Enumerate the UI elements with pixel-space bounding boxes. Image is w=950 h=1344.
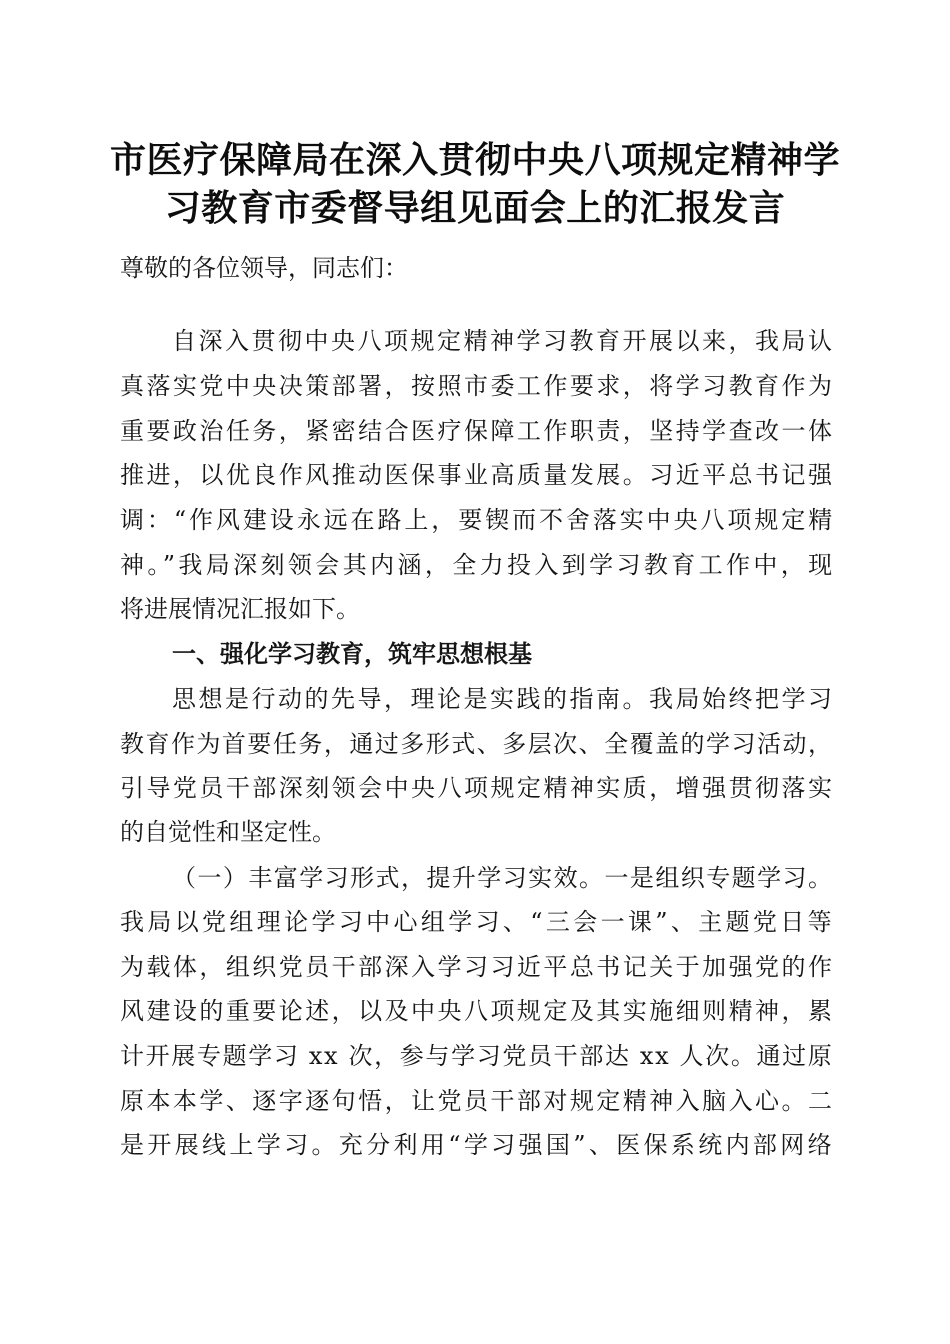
intro-line-4: 推进，以优良作风推动医保事业高质量发展。习近平总书记强 (120, 461, 835, 489)
intro-line-3: 重要政治任务，紧密结合医疗保障工作职责，坚持学查改一体 (120, 417, 835, 445)
section-1-line-1: 思想是行动的先导，理论是实践的指南。我局始终把学习 (172, 685, 835, 713)
intro-line-1: 自深入贯彻中央八项规定精神学习教育开展以来，我局认 (172, 327, 835, 355)
intro-line-7: 将进展情况汇报如下。 (120, 595, 360, 623)
subsection-1-line-1: （一）丰富学习形式，提升学习实效。一是组织专题学习。 (172, 864, 834, 892)
salutation: 尊敬的各位领导，同志们： (120, 254, 408, 282)
intro-line-2: 真落实党中央决策部署，按照市委工作要求，将学习教育作为 (120, 372, 835, 400)
intro-line-5: 调：“作风建设永远在路上，要锲而不舍落实中央八项规定精 (120, 506, 836, 534)
subsection-1-line-4: 风建设的重要论述，以及中央八项规定及其实施细则精神，累 (120, 997, 835, 1025)
intro-line-6: 神。”我局深刻领会其内涵，全力投入到学习教育工作中，现 (120, 551, 836, 579)
section-1-line-4: 的自觉性和坚定性。 (120, 818, 336, 846)
subsection-1-line-6: 原本本学、逐字逐句悟，让党员干部对规定精神入脑入心。二 (120, 1087, 835, 1115)
document-title-line-1 (100, 134, 850, 186)
document-title-line-2-text: 习教育市委督导组见面会上的汇报发言 (164, 187, 786, 229)
subsection-1-line-7: 是开展线上学习。充分利用“学习强国”、医保系统内部网络 (120, 1131, 835, 1159)
document-title-line-2 (100, 182, 850, 234)
section-1-line-3: 引导党员干部深刻领会中央八项规定精神实质，增强贯彻落实 (120, 774, 835, 802)
subsection-1-line-3: 为载体，组织党员干部深入学习习近平总书记关于加强党的作 (120, 953, 835, 981)
section-1-line-2: 教育作为首要任务，通过多形式、多层次、全覆盖的学习活动， (120, 730, 834, 758)
section-1-heading: 一、强化学习教育，筑牢思想根基 (172, 640, 532, 668)
document-title-line-1-text: 市医疗保障局在深入贯彻中央八项规定精神学 (109, 139, 840, 181)
subsection-1-line-5: 计开展专题学习 xx 次，参与学习党员干部达 xx 人次。通过原 (120, 1042, 834, 1070)
subsection-1-line-2: 我局以党组理论学习中心组学习、“三会一课”、主题党日等 (120, 908, 835, 936)
